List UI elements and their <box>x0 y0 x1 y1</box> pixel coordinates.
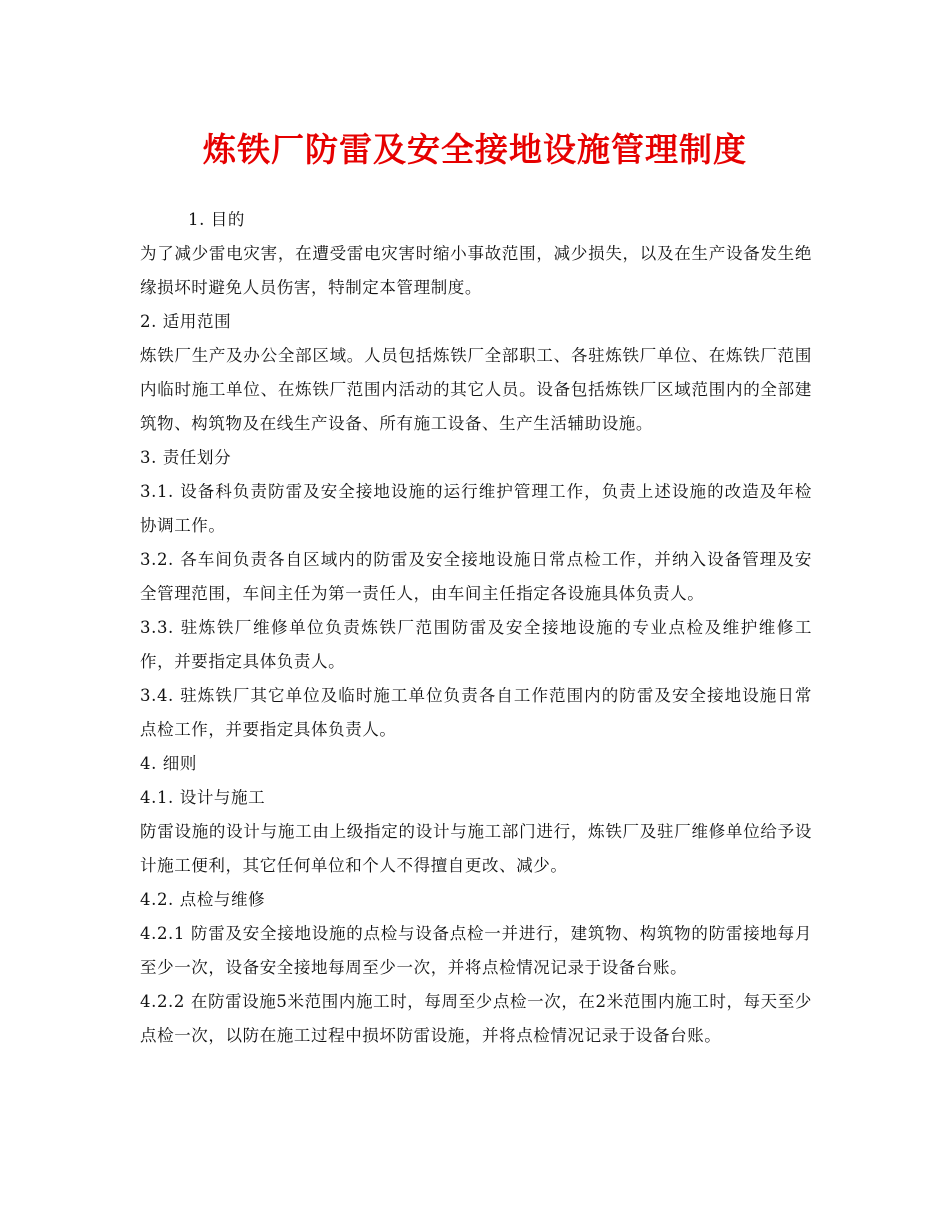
section-heading-purpose: 1. 目的 <box>188 210 245 229</box>
paragraph-purpose: 为了减少雷电灾害，在遭受雷电灾害时缩小事故范围，减少损失，以及在生产设备发生绝缘损坏时避免人员伤害，特制定本管理制度。 <box>140 244 812 297</box>
paragraph-3-4: 3.4. 驻炼铁厂其它单位及临时施工单位负责各自工作范围内的防雷及安全接地设施日常点检工作，并要指定具体负责人。 <box>140 686 812 739</box>
paragraph-4-1: 防雷设施的设计与施工由上级指定的设计与施工部门进行，炼铁厂及驻厂维修单位给予设计施工便利，其它任何单位和个人不得擅自更改、减少。 <box>140 822 812 875</box>
paragraph-4-2-2: 4.2.2 在防雷设施5米范围内施工时，每周至少点检一次，在2米范围内施工时，每天至少点检一次，以防在施工过程中损坏防雷设施，并将点检情况记录于设备台账。 <box>140 992 812 1045</box>
section-heading-scope: 2. 适用范围 <box>140 312 232 331</box>
section-heading-details: 4. 细则 <box>140 754 197 773</box>
subsection-heading-4-1: 4.1. 设计与施工 <box>140 788 266 807</box>
paragraph-scope: 炼铁厂生产及办公全部区域。人员包括炼铁厂全部职工、各驻炼铁厂单位、在炼铁厂范围内临时施工单位、在炼铁厂范围内活动的其它人员。设备包括炼铁厂区域范围内的全部建筑物、构筑物及在线生产设备、所有施工设备、生产生活辅助设施。 <box>140 346 812 433</box>
subsection-heading-4-2: 4.2. 点检与维修 <box>140 890 266 909</box>
paragraph-3-1: 3.1. 设备科负责防雷及安全接地设施的运行维护管理工作，负责上述设施的改造及年检协调工作。 <box>140 482 812 535</box>
paragraph-3-3: 3.3. 驻炼铁厂维修单位负责炼铁厂范围防雷及安全接地设施的专业点检及维护维修工作，并要指定具体负责人。 <box>140 618 812 671</box>
document-title: 炼铁厂防雷及安全接地设施管理制度 <box>203 130 747 169</box>
section-heading-responsibility: 3. 责任划分 <box>140 448 232 467</box>
document-body <box>140 203 812 1053</box>
paragraph-3-2: 3.2. 各车间负责各自区域内的防雷及安全接地设施日常点检工作，并纳入设备管理及安全管理范围，车间主任为第一责任人，由车间主任指定各设施具体负责人。 <box>140 550 812 603</box>
paragraph-4-2-1: 4.2.1 防雷及安全接地设施的点检与设备点检一并进行，建筑物、构筑物的防雷接地每月至少一次，设备安全接地每周至少一次，并将点检情况记录于设备台账。 <box>140 924 812 977</box>
